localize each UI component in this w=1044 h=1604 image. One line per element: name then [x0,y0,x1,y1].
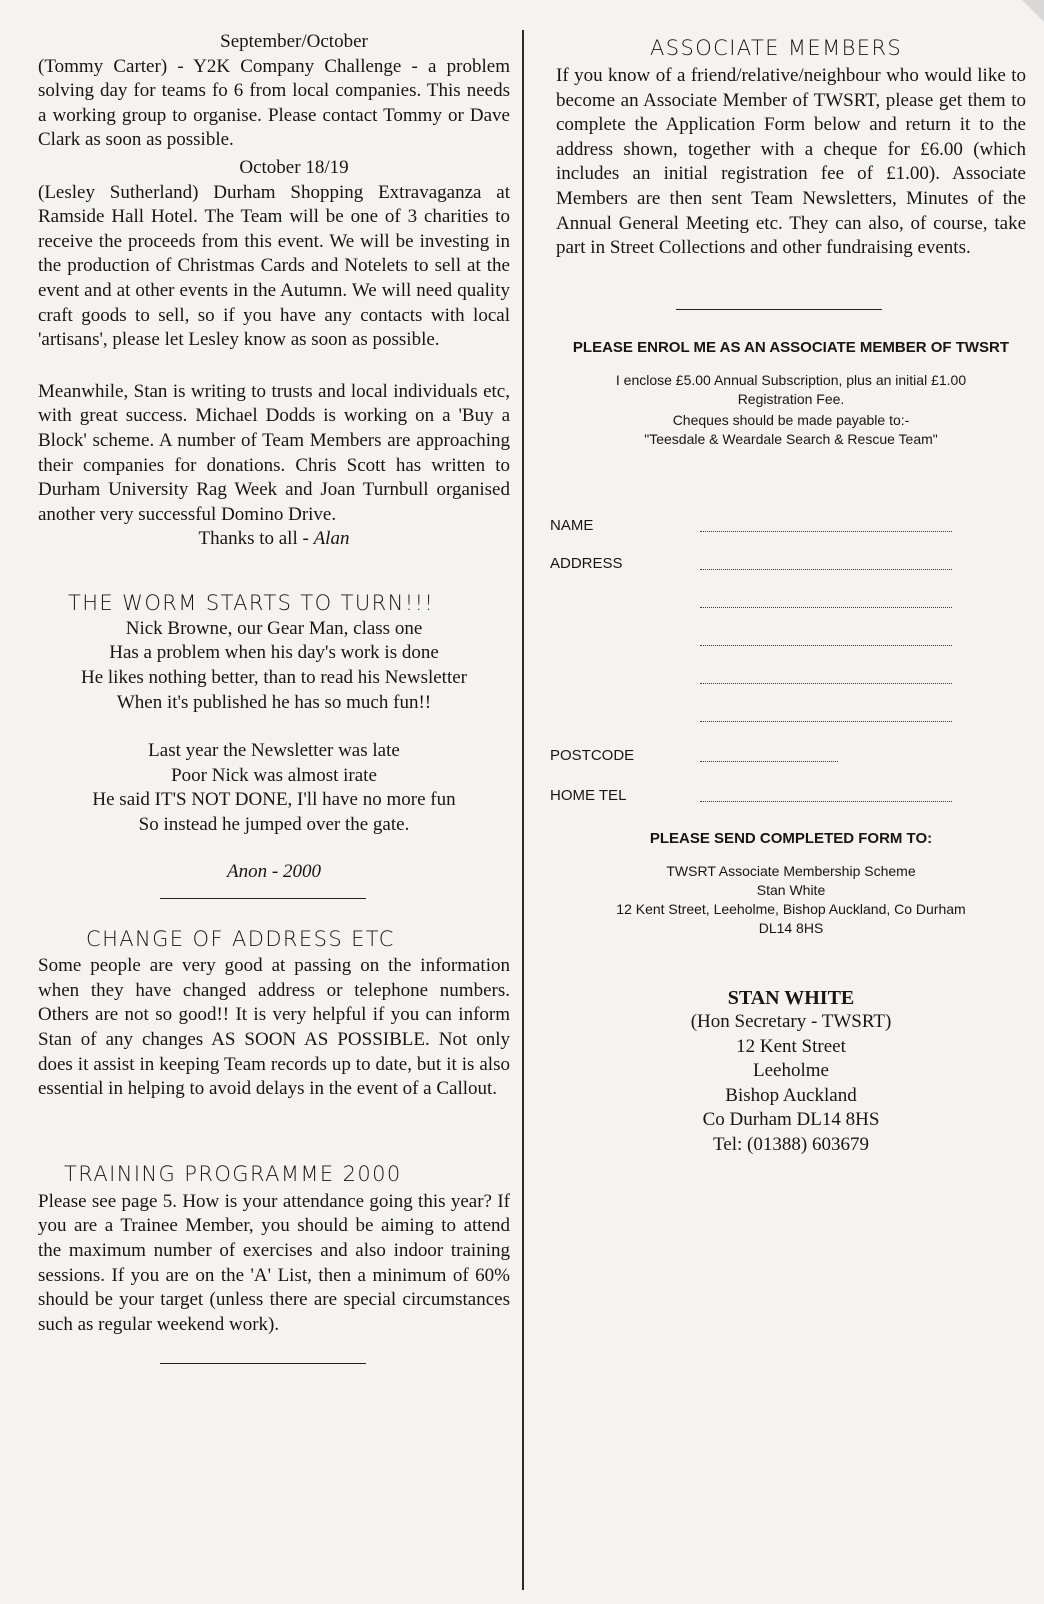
change-heading: CHANGE OF ADDRESS ETC [86,927,395,952]
sept-heading: September/October [220,31,368,52]
address-input-line[interactable] [700,593,952,608]
poem-line: He likes nothing better, than to read his Newsletter [81,667,467,689]
thanks-text: Thanks to all - [198,528,314,550]
contact-line: Bishop Auckland [725,1084,857,1106]
form-fields [550,516,1026,815]
enclose-line: Registration Fee. [737,390,845,407]
address-input-line[interactable] [700,707,952,722]
form-intro [556,371,1026,449]
right-column [550,36,1026,1157]
postcode-label: POSTCODE [550,746,635,764]
hometel-label: HOME TEL [550,786,627,804]
associate-paragraph: If you know of a friend/relative/neighbour who would like to become an Associate Member of TWSRT, please get them to complete the Application Form below and return it to the address shown, together with a cheque for £6.00 (which includes an initial registration fee of £1.00). Associate Members are then sent Team Newsletters, Minutes of the Annual General Meeting etc. They can also, of course, take part in Street Collections and other fundraising events. [556,65,1026,259]
enrolment-form [550,338,1026,938]
training-paragraph: Please see page 5. How is your attendance going this year? If you are a Trainee Member, you should be aiming to attend the maximum number of exercises and also indoor training sessions. If you are on the 'A' List, then a minimum of 60% should be your target (unless there are special circumstances such as regular weekend work). [38,1190,510,1335]
name-input-line[interactable] [700,517,952,532]
send-line: DL14 8HS [758,919,824,936]
enclose-line: I enclose £5.00 Annual Subscription, plus an initial £1.00 [615,371,967,388]
section-rule [160,1363,366,1364]
address-label: ADDRESS [550,554,623,572]
section-rule [676,309,882,310]
send-heading: PLEASE SEND COMPLETED FORM TO: [649,829,933,847]
poem-signature: Anon - 2000 [227,860,321,882]
poem-line: Last year the Newsletter was late [148,740,400,762]
contact-address-block [556,986,1026,1158]
address-input-line[interactable] [700,555,952,570]
contact-line: Tel: (01388) 603679 [713,1133,869,1155]
thanks-name: Alan [313,528,350,550]
send-line: TWSRT Associate Membership Scheme [666,862,916,879]
poem-line: So instead he jumped over the gate. [138,814,410,836]
contact-line: 12 Kent Street [736,1035,846,1057]
poem [38,617,510,838]
send-line: Stan White [756,881,826,898]
sept-paragraph: (Tommy Carter) - Y2K Company Challenge - a problem solving day for teams fo 6 from local companies. This needs a working group to organise. Please contact Tommy or Dave Clark as soon as possible. [38,55,510,151]
change-paragraph: Some people are very good at passing on the information when they have changed address or telephone numbers. Others are not so good!! It is very helpful if you can inform Stan of any changes AS SOON AS POSSIBLE. Not only does it assist in keeping Team records up to date, but it is also essential in helping to avoid delays in the event of a Callout. [38,955,510,1100]
postcode-field[interactable] [550,746,1026,775]
send-line: 12 Kent Street, Leeholme, Bishop Auckland, Co Durham [616,900,966,917]
contact-line: (Hon Secretary - TWSRT) [690,1011,892,1033]
poem-line: Poor Nick was almost irate [171,764,377,786]
contact-line: Leeholme [753,1060,829,1082]
name-field[interactable] [550,516,1026,545]
meanwhile-paragraph: Meanwhile, Stan is writing to trusts and local individuals etc, with great success. Michael Dodds is working on a 'Buy a Block' scheme. A number of Team Members are approaching their companies for donations. Chris Scott has written to Durham University Rag Week and Joan Turnbull organised another very successful Domino Drive. [38,380,510,525]
poem-line [38,715,510,739]
left-column [38,30,510,1364]
oct-paragraph: (Lesley Sutherland) Durham Shopping Extravaganza at Ramside Hall Hotel. The Team will be one of 3 charities to receive the proceeds from this event. We will be investing in the production of Christmas Cards and Notelets to sell at the event and at other events in the Autumn. We will need quality craft goods to sell, so if you have any contacts with local 'artisans', please let Lesley know as soon as possible. [38,181,510,351]
hometel-field[interactable] [550,786,1026,815]
payee-line: "Teesdale & Weardale Search & Rescue Team" [644,430,938,447]
cheques-line: Cheques should be made payable to:- [672,411,910,428]
address-input-line[interactable] [700,631,952,646]
poem-line: Has a problem when his day's work is done [109,642,439,664]
address-field[interactable] [550,554,1026,747]
section-rule [160,898,366,899]
contact-line: Co Durham DL14 8HS [702,1109,880,1131]
hometel-input-line[interactable] [700,787,952,802]
thanks-line [38,527,510,552]
poem-line: He said IT'S NOT DONE, I'll have no more fun [92,789,456,811]
send-address [556,862,1026,938]
postcode-input-line[interactable] [700,747,838,762]
poem-line: Nick Browne, our Gear Man, class one [125,617,423,639]
column-divider [522,30,524,1590]
name-label: NAME [550,516,594,534]
contact-name: STAN WHITE [727,986,855,1009]
associate-heading: ASSOCIATE MEMBERS [650,36,903,60]
oct-heading: October 18/19 [239,156,349,178]
form-title: PLEASE ENROL ME AS AN ASSOCIATE MEMBER OF TWSRT [572,338,1010,356]
training-heading: TRAINING PROGRAMME 2000 [64,1161,402,1186]
poem-line: When it's published he has so much fun!! [116,691,432,713]
address-input-line[interactable] [700,669,952,684]
worm-heading: THE WORM STARTS TO TURN!!! [68,590,435,615]
page-corner-fold [1022,0,1044,22]
